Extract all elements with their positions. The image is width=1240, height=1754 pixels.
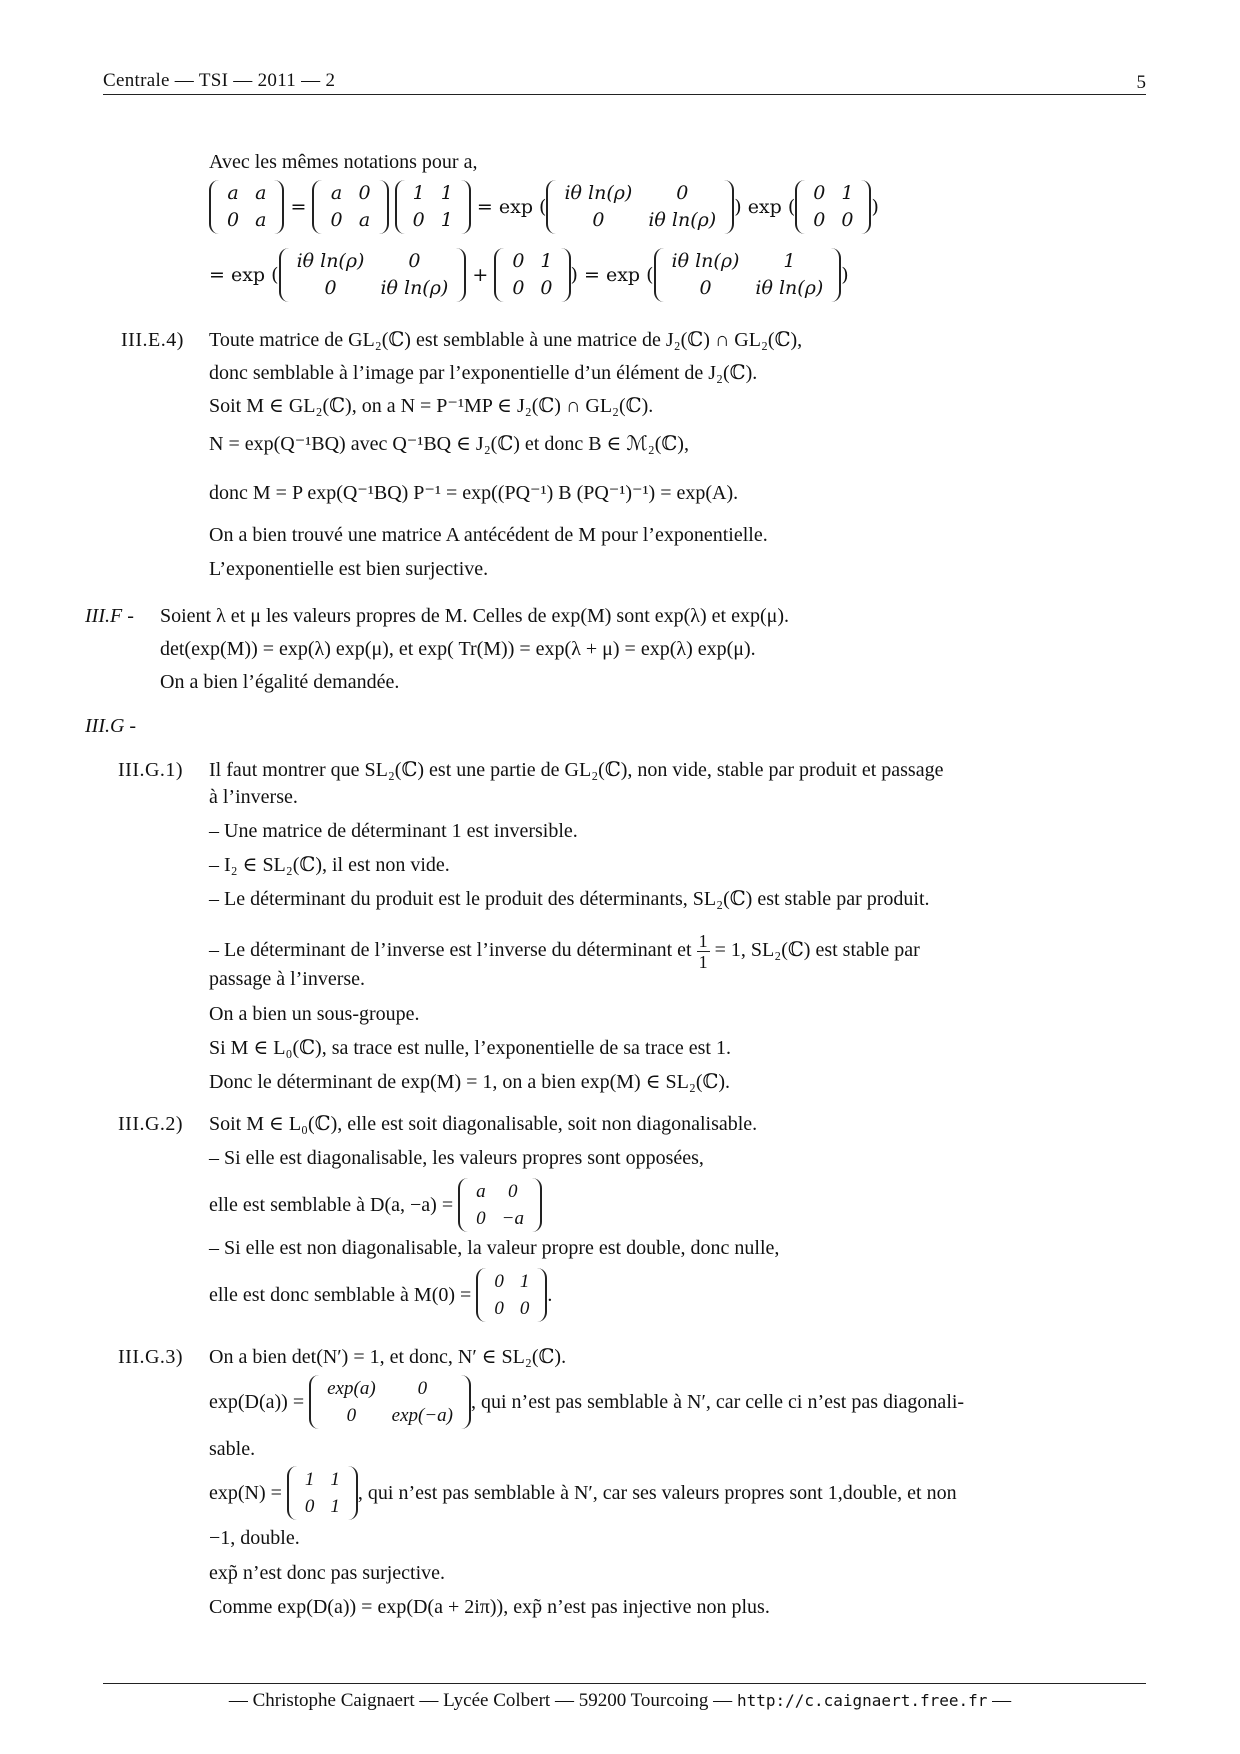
- page-footer: — Christophe Caignaert — Lycée Colbert — 59200 Tourcoing — http://c.caignaert.free.fr —: [228, 1690, 1012, 1711]
- text-line: – Une matrice de déterminant 1 est inversible.: [209, 820, 578, 842]
- text-line: Soit M ∈ GL₂(ℂ), on a N = P⁻¹MP ∈ J₂(ℂ) ∩ GL₂(ℂ).: [209, 395, 654, 417]
- text-line: exp̃ n’est donc pas surjective.: [209, 1562, 446, 1584]
- text-line: à l’inverse.: [209, 786, 298, 808]
- matrix: a a 0 a: [209, 180, 284, 234]
- matrix: 0 1 0 0: [476, 1268, 547, 1322]
- text-line: passage à l’inverse.: [209, 968, 366, 990]
- equation-expd: exp(D(a)) = exp(a) 0 0 exp(−a) , qui n’est pas semblable à N′, car celle ci n’est pas diagonali-: [209, 1375, 964, 1429]
- text-line: L’exponentielle est bien surjective.: [209, 558, 489, 580]
- section-label-g3: III.G.3): [118, 1346, 184, 1368]
- equation-line-2: = exp ( iθ ln(ρ) 0 0 iθ ln(ρ) + 0 1 0 0 ) = exp ( iθ ln(ρ) 1 0 iθ ln(ρ) ): [209, 248, 849, 302]
- equation-expn: exp(N) = 1 1 0 1 , qui n’est pas semblable à N′, car ses valeurs propres sont 1,double, et non: [209, 1466, 957, 1520]
- footer-text: — Christophe Caignaert — Lycée Colbert — 59200 Tourcoing —: [228, 1690, 733, 1711]
- section-label-g: III.G -: [85, 715, 137, 737]
- matrix: 0 1 0 0: [494, 248, 570, 302]
- fraction: $\frac{1}{1}$: [698, 931, 708, 972]
- matrix: a 0 0 −a: [458, 1178, 542, 1232]
- matrix: iθ ln(ρ) 0 0 iθ ln(ρ): [279, 248, 467, 302]
- matrix: a 0 0 a: [312, 180, 388, 234]
- text-line: – I₂ ∈ SL₂(ℂ), il est non vide.: [209, 854, 450, 876]
- text-line: – Si elle est diagonalisable, les valeurs propres sont opposées,: [209, 1147, 704, 1169]
- text-line: On a bien det(N′) = 1, et donc, N′ ∈ SL₂(ℂ).: [209, 1346, 567, 1368]
- equation-line-1: a a 0 a = a 0 0 a 1 1 0 1 = exp ( iθ ln(ρ) 0 0 iθ ln(ρ) ) exp ( 0 1 0 0 ): [209, 180, 879, 234]
- text-line: Donc le déterminant de exp(M) = 1, on a bien exp(M) ∈ SL₂(ℂ).: [209, 1071, 731, 1093]
- matrix: exp(a) 0 0 exp(−a): [309, 1375, 471, 1429]
- text-line: On a bien trouvé une matrice A antécédent de M pour l’exponentielle.: [209, 524, 768, 546]
- text-line: −1, double.: [209, 1527, 300, 1549]
- text-line: On a bien un sous-groupe.: [209, 1003, 420, 1025]
- matrix: 1 1 0 1: [287, 1466, 358, 1520]
- page-header: [103, 66, 1146, 95]
- text-line: Toute matrice de GL₂(ℂ) est semblable à une matrice de J₂(ℂ) ∩ GL₂(ℂ),: [209, 329, 803, 351]
- section-label-g2: III.G.2): [118, 1113, 184, 1135]
- header-title: Centrale — TSI — 2011 — 2: [103, 70, 336, 91]
- matrix: iθ ln(ρ) 0 0 iθ ln(ρ): [546, 180, 734, 234]
- matrix: 0 1 0 0: [795, 180, 871, 234]
- text-line: sable.: [209, 1438, 256, 1460]
- text-line: Si M ∈ L₀(ℂ), sa trace est nulle, l’exponentielle de sa trace est 1.: [209, 1037, 731, 1059]
- page-number: 5: [1136, 72, 1146, 93]
- matrix: iθ ln(ρ) 1 0 iθ ln(ρ): [654, 248, 842, 302]
- text-line: det(exp(M)) = exp(λ) exp(μ), et exp( Tr(M)) = exp(λ + μ) = exp(λ) exp(μ).: [160, 638, 756, 660]
- text-line: N = exp(Q⁻¹BQ) avec Q⁻¹BQ ∈ J₂(ℂ) et donc B ∈ ℳ₂(ℂ),: [209, 433, 689, 455]
- matrix: 1 1 0 1: [395, 180, 471, 234]
- section-label-f: III.F -: [85, 605, 134, 627]
- section-label-e4: III.E.4): [121, 329, 184, 351]
- text-line: – Si elle est non diagonalisable, la valeur propre est double, donc nulle,: [209, 1237, 780, 1259]
- footer-link[interactable]: http://c.caignaert.free.fr: [736, 1691, 988, 1710]
- text-line: Il faut montrer que SL₂(ℂ) est une partie de GL₂(ℂ), non vide, stable par produit et passage: [209, 759, 944, 781]
- text-line: On a bien l’égalité demandée.: [160, 671, 400, 693]
- text-line: Comme exp(D(a)) = exp(D(a + 2iπ)), exp̃ n’est pas injective non plus.: [209, 1596, 770, 1618]
- text-line: – Le déterminant de l’inverse est l’inverse du déterminant et $\frac{1}{1}$ = 1, SL₂(ℂ) est stable par: [209, 931, 920, 972]
- text-line: donc semblable à l’image par l’exponentielle d’un élément de J₂(ℂ).: [209, 362, 758, 384]
- text-line: – Le déterminant du produit est le produit des déterminants, SL₂(ℂ) est stable par produit.: [209, 888, 930, 910]
- text-line: Soient λ et μ les valeurs propres de M. Celles de exp(M) sont exp(λ) et exp(μ).: [160, 605, 790, 627]
- intro-line: Avec les mêmes notations pour a,: [209, 151, 478, 173]
- equation-m0: elle est donc semblable à M(0) = 0 1 0 0 .: [209, 1268, 552, 1322]
- section-label-g1: III.G.1): [118, 759, 184, 781]
- equation-d: elle est semblable à D(a, −a) = a 0 0 −a: [209, 1178, 542, 1232]
- footer-rule: [103, 1683, 1146, 1684]
- text-line: Soit M ∈ L₀(ℂ), elle est soit diagonalisable, soit non diagonalisable.: [209, 1113, 758, 1135]
- text-line: donc M = P exp(Q⁻¹BQ) P⁻¹ = exp((PQ⁻¹) B (PQ⁻¹)⁻¹) = exp(A).: [209, 482, 739, 504]
